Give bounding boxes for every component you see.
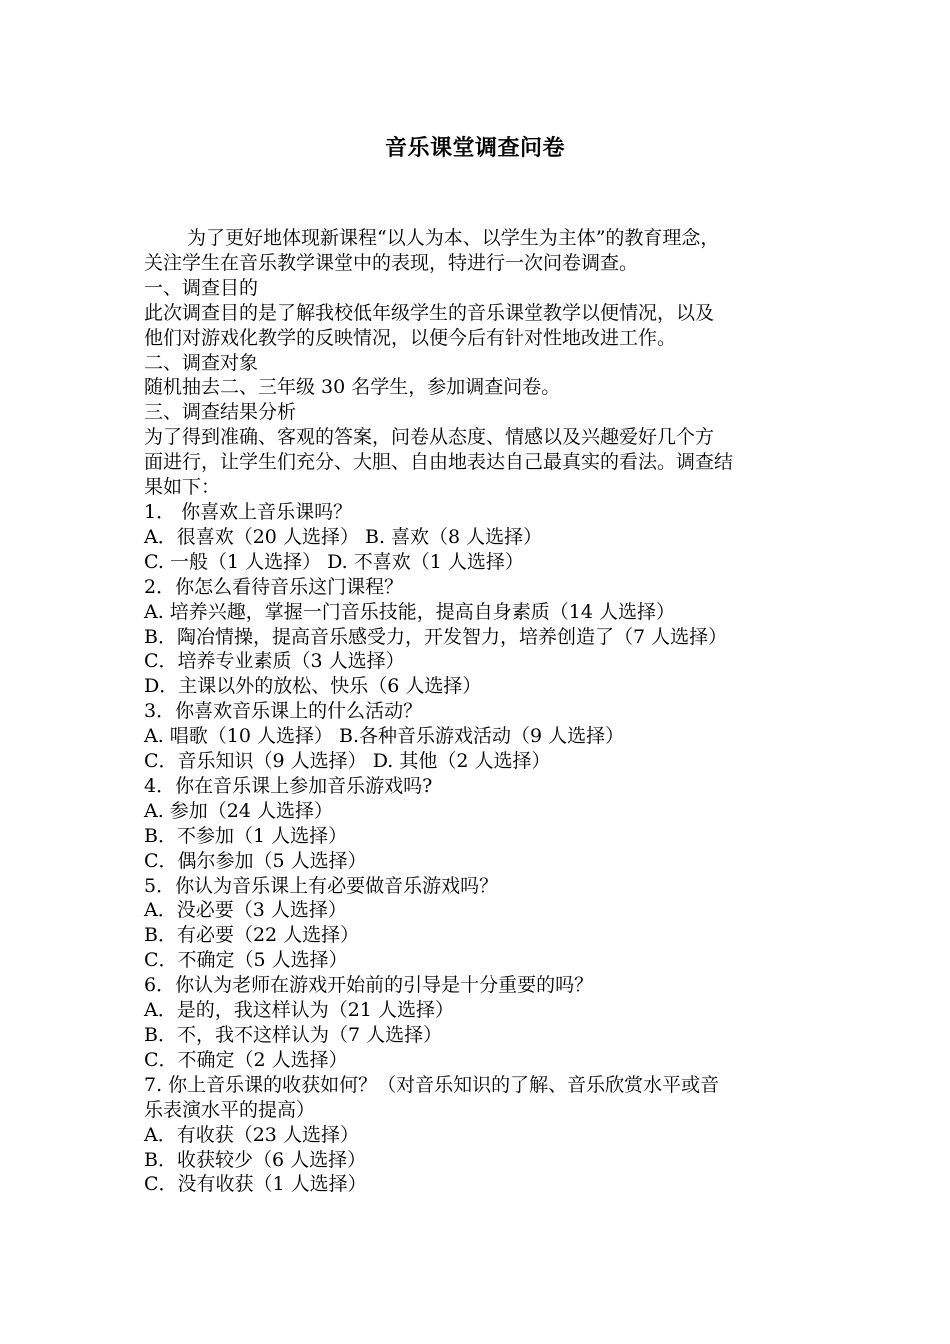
section-heading-purpose: 一、调查目的 xyxy=(144,276,259,299)
question-2: 2．你怎么看待音乐这门课程？ xyxy=(144,575,404,598)
results-intro-line-3: 果如下： xyxy=(144,476,221,499)
question-6-option-a: A．是的，我这样认为（21 人选择） xyxy=(144,999,454,1022)
section-heading-results: 三、调查结果分析 xyxy=(144,401,297,424)
question-1: 1． 你喜欢上音乐课吗？ xyxy=(144,500,353,523)
purpose-line-1: 此次调查目的是了解我校低年级学生的音乐课堂教学以便情况，以及 xyxy=(144,301,715,324)
question-5-option-c: C．不确定（5 人选择） xyxy=(144,949,348,972)
question-6: 6．你认为老师在游戏开始前的引导是十分重要的吗？ xyxy=(144,974,594,997)
question-6-option-b: B．不，我不这样认为（7 人选择） xyxy=(144,1024,443,1046)
question-4: 4．你在音乐课上参加音乐游戏吗? xyxy=(144,774,433,797)
question-3-options-ab: A. 唱歌（10 人选择） B.各种音乐游戏活动（9 人选择） xyxy=(144,725,625,748)
question-4-option-a: A. 参加（24 人选择） xyxy=(144,799,334,822)
question-1-options-ab: A．很喜欢（20 人选择） B. 喜欢（8 人选择） xyxy=(144,525,543,548)
results-intro-line-1: 为了得到准确、客观的答案，问卷从态度、情感以及兴趣爱好几个方 xyxy=(144,426,715,449)
question-3: 3．你喜欢音乐课上的什么活动？ xyxy=(144,700,423,723)
question-2-option-c: C．培养专业素质（3 人选择） xyxy=(144,650,405,673)
question-6-option-c: C．不确定（2 人选择） xyxy=(144,1048,348,1071)
question-5-option-a: A．没必要（3 人选择） xyxy=(144,899,347,922)
purpose-line-2: 他们对游戏化教学的反映情况，以便今后有针对性地改进工作。 xyxy=(144,326,677,349)
section-heading-subjects: 二、调查对象 xyxy=(144,351,259,374)
document-body xyxy=(144,226,828,1197)
question-7-line-2: 乐表演水平的提高） xyxy=(144,1098,316,1121)
intro-line-2: 关注学生在音乐教学课堂中的表现，特进行一次问卷调查。 xyxy=(144,251,639,274)
question-7-line-1: 7. 你上音乐课的收获如何？（对音乐知识的了解、音乐欣赏水平或音 xyxy=(144,1073,720,1096)
results-intro-line-2: 面进行，让学生们充分、大胆、自由地表达自己最真实的看法。调查结 xyxy=(144,451,734,474)
subjects-line: 随机抽去二、三年级 30 名学生，参加调查问卷。 xyxy=(144,376,561,399)
document-title: 音乐课堂调查问卷 xyxy=(384,135,565,161)
intro-line-1: 为了更好地体现新课程“以人为本、以学生为主体”的教育理念， xyxy=(187,227,720,249)
question-7-option-b: B．收获较少（6 人选择） xyxy=(144,1148,367,1171)
question-5-option-b: B．有必要（22 人选择） xyxy=(144,924,360,947)
question-2-option-b: B．陶冶情操，提高音乐感受力，开发智力，培养创造了（7 人选择） xyxy=(144,625,728,648)
question-2-option-a: A. 培养兴趣，掌握一门音乐技能，提高自身素质（14 人选择） xyxy=(144,600,676,623)
question-3-options-cd: C．音乐知识（9 人选择） D. 其他（2 人选择） xyxy=(144,750,551,773)
question-1-options-cd: C. 一般（1 人选择） D. 不喜欢（1 人选择） xyxy=(144,550,524,573)
question-4-option-c: C．偶尔参加（5 人选择） xyxy=(144,849,367,872)
question-5: 5．你认为音乐课上有必要做音乐游戏吗？ xyxy=(144,874,499,897)
question-7-option-a: A．有收获（23 人选择） xyxy=(144,1123,359,1146)
question-2-option-d: D．主课以外的放松、快乐（6 人选择） xyxy=(144,675,482,698)
question-7-option-c: C．没有收获（1 人选择） xyxy=(144,1173,367,1196)
question-4-option-b: B．不参加（1 人选择） xyxy=(144,824,348,847)
